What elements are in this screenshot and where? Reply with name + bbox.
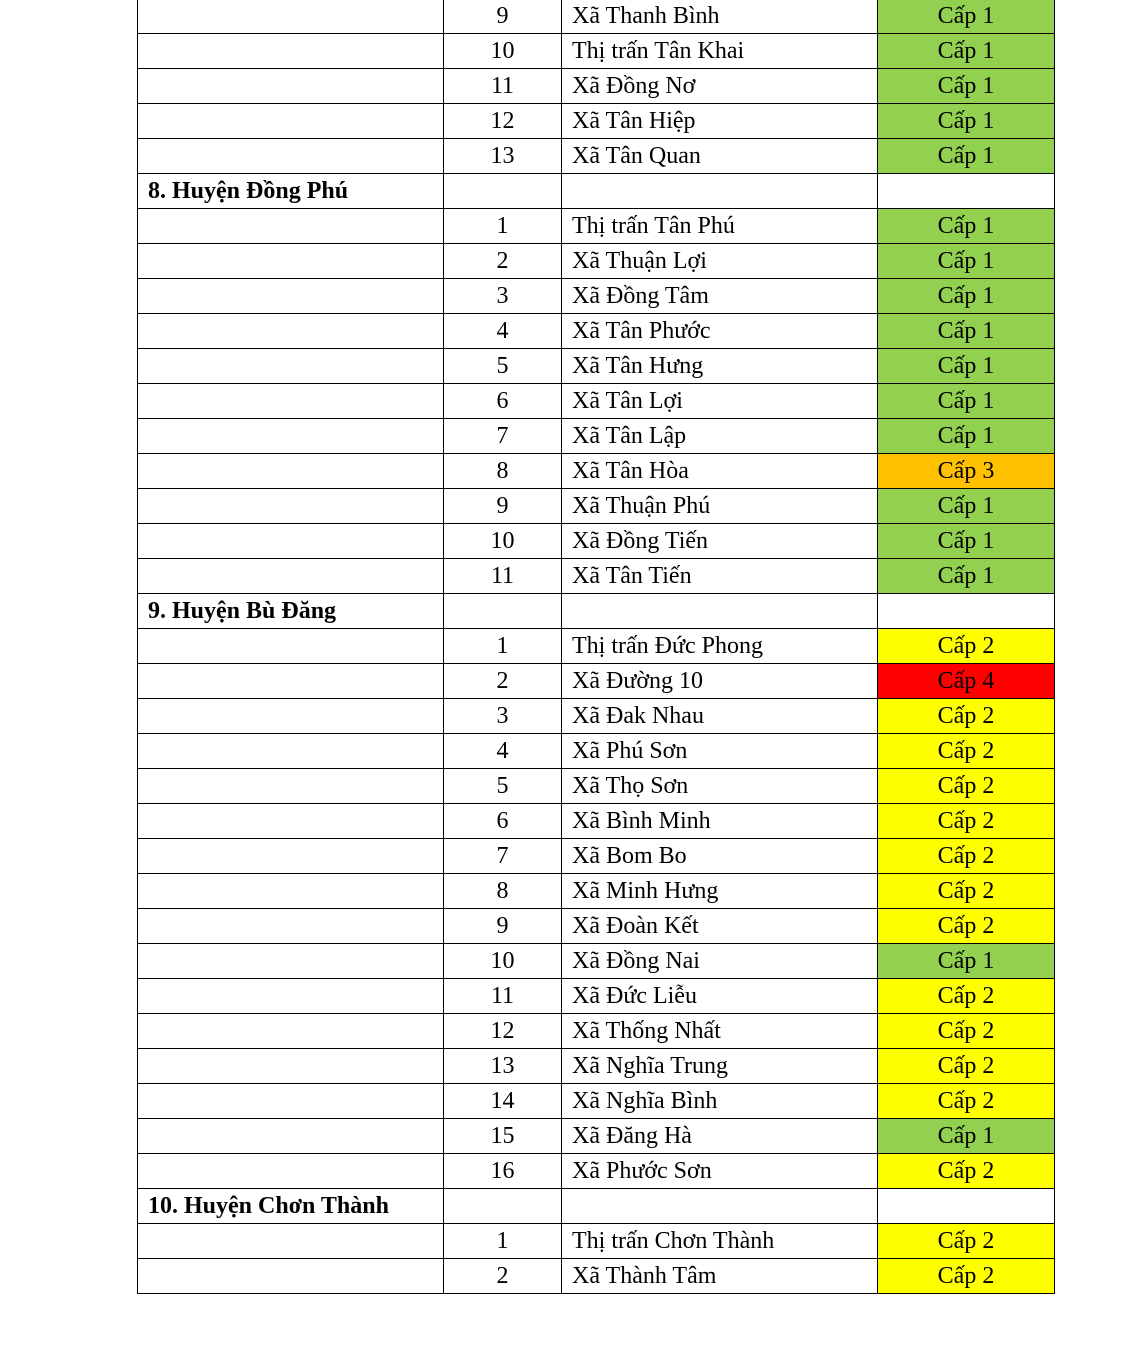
row-number: 14 (444, 1084, 562, 1119)
risk-level-badge: Cấp 1 (878, 244, 1055, 279)
empty-cell (138, 874, 444, 909)
empty-cell (878, 1189, 1055, 1224)
commune-name: Xã Phú Sơn (562, 734, 878, 769)
row-number: 8 (444, 874, 562, 909)
commune-name: Thị trấn Chơn Thành (562, 1224, 878, 1259)
risk-level-badge: Cấp 2 (878, 979, 1055, 1014)
risk-level-badge: Cấp 1 (878, 0, 1055, 34)
risk-level-badge: Cấp 1 (878, 944, 1055, 979)
empty-cell (138, 1259, 444, 1294)
row-number: 2 (444, 1259, 562, 1294)
commune-name: Xã Thành Tâm (562, 1259, 878, 1294)
table-row (138, 804, 1055, 839)
risk-level-badge: Cấp 2 (878, 1084, 1055, 1119)
commune-name: Thị trấn Tân Khai (562, 34, 878, 69)
empty-cell (138, 1119, 444, 1154)
risk-level-badge: Cấp 2 (878, 804, 1055, 839)
table-row (138, 1119, 1055, 1154)
row-number: 7 (444, 839, 562, 874)
risk-level-badge: Cấp 1 (878, 69, 1055, 104)
table-row (138, 559, 1055, 594)
empty-cell (138, 629, 444, 664)
row-number: 1 (444, 209, 562, 244)
risk-level-badge: Cấp 1 (878, 349, 1055, 384)
empty-cell (138, 34, 444, 69)
table-row (138, 839, 1055, 874)
risk-level-badge: Cấp 1 (878, 279, 1055, 314)
row-number: 13 (444, 1049, 562, 1084)
risk-level-badge: Cấp 1 (878, 559, 1055, 594)
empty-cell (562, 174, 878, 209)
empty-cell (138, 769, 444, 804)
row-number: 6 (444, 384, 562, 419)
row-number: 9 (444, 909, 562, 944)
commune-name: Xã Đồng Tiến (562, 524, 878, 559)
risk-level-table (137, 0, 1055, 1294)
row-number: 1 (444, 1224, 562, 1259)
commune-name: Xã Bom Bo (562, 839, 878, 874)
commune-name: Xã Đường 10 (562, 664, 878, 699)
empty-cell (444, 1189, 562, 1224)
district-title: 8. Huyện Đồng Phú (138, 174, 444, 209)
empty-cell (138, 839, 444, 874)
row-number: 16 (444, 1154, 562, 1189)
commune-name: Xã Tân Hưng (562, 349, 878, 384)
risk-level-badge: Cấp 2 (878, 1259, 1055, 1294)
row-number: 11 (444, 559, 562, 594)
commune-name: Xã Tân Hiệp (562, 104, 878, 139)
row-number: 11 (444, 69, 562, 104)
empty-cell (138, 979, 444, 1014)
table-row (138, 279, 1055, 314)
risk-level-badge: Cấp 2 (878, 769, 1055, 804)
empty-cell (444, 174, 562, 209)
row-number: 13 (444, 139, 562, 174)
row-number: 12 (444, 1014, 562, 1049)
empty-cell (138, 139, 444, 174)
risk-level-badge: Cấp 1 (878, 489, 1055, 524)
commune-name: Xã Đồng Nai (562, 944, 878, 979)
empty-cell (562, 594, 878, 629)
commune-name: Xã Bình Minh (562, 804, 878, 839)
empty-cell (138, 1224, 444, 1259)
district-title: 9. Huyện Bù Đăng (138, 594, 444, 629)
table-row (138, 944, 1055, 979)
commune-name: Xã Tân Quan (562, 139, 878, 174)
commune-name: Xã Phước Sơn (562, 1154, 878, 1189)
table-row (138, 139, 1055, 174)
table-row (138, 244, 1055, 279)
risk-level-badge: Cấp 4 (878, 664, 1055, 699)
row-number: 5 (444, 349, 562, 384)
row-number: 15 (444, 1119, 562, 1154)
commune-name: Thị trấn Đức Phong (562, 629, 878, 664)
empty-cell (138, 419, 444, 454)
table-row (138, 454, 1055, 489)
row-number: 5 (444, 769, 562, 804)
risk-level-badge: Cấp 1 (878, 209, 1055, 244)
empty-cell (138, 734, 444, 769)
district-header-row (138, 174, 1055, 209)
commune-name: Xã Nghĩa Trung (562, 1049, 878, 1084)
table-row (138, 104, 1055, 139)
empty-cell (562, 1189, 878, 1224)
empty-cell (138, 944, 444, 979)
empty-cell (138, 69, 444, 104)
district-header-row (138, 594, 1055, 629)
empty-cell (138, 384, 444, 419)
table-row (138, 699, 1055, 734)
risk-level-badge: Cấp 2 (878, 1224, 1055, 1259)
row-number: 10 (444, 34, 562, 69)
table-row (138, 209, 1055, 244)
commune-name: Xã Thuận Lợi (562, 244, 878, 279)
empty-cell (138, 244, 444, 279)
table-row (138, 1224, 1055, 1259)
row-number: 9 (444, 0, 562, 34)
empty-cell (138, 909, 444, 944)
row-number: 6 (444, 804, 562, 839)
row-number: 12 (444, 104, 562, 139)
table-row (138, 874, 1055, 909)
table-row (138, 34, 1055, 69)
commune-name: Xã Nghĩa Bình (562, 1084, 878, 1119)
table-row (138, 1049, 1055, 1084)
empty-cell (138, 559, 444, 594)
empty-cell (138, 804, 444, 839)
commune-name: Xã Tân Hòa (562, 454, 878, 489)
commune-name: Xã Đoàn Kết (562, 909, 878, 944)
table-row (138, 909, 1055, 944)
empty-cell (138, 1049, 444, 1084)
commune-name: Thị trấn Tân Phú (562, 209, 878, 244)
commune-name: Xã Đak Nhau (562, 699, 878, 734)
row-number: 2 (444, 244, 562, 279)
table-row (138, 69, 1055, 104)
table-row (138, 769, 1055, 804)
risk-level-badge: Cấp 2 (878, 1014, 1055, 1049)
commune-name: Xã Đăng Hà (562, 1119, 878, 1154)
table-row (138, 0, 1055, 34)
empty-cell (138, 314, 444, 349)
row-number: 10 (444, 524, 562, 559)
empty-cell (138, 0, 444, 34)
row-number: 8 (444, 454, 562, 489)
row-number: 3 (444, 699, 562, 734)
commune-name: Xã Tân Lập (562, 419, 878, 454)
risk-level-badge: Cấp 2 (878, 839, 1055, 874)
risk-level-badge: Cấp 2 (878, 1154, 1055, 1189)
empty-cell (138, 349, 444, 384)
risk-level-badge: Cấp 2 (878, 734, 1055, 769)
row-number: 11 (444, 979, 562, 1014)
row-number: 10 (444, 944, 562, 979)
table-row (138, 1014, 1055, 1049)
row-number: 4 (444, 734, 562, 769)
risk-level-badge: Cấp 1 (878, 419, 1055, 454)
commune-name: Xã Tân Lợi (562, 384, 878, 419)
risk-level-badge: Cấp 1 (878, 1119, 1055, 1154)
empty-cell (138, 524, 444, 559)
risk-level-badge: Cấp 1 (878, 384, 1055, 419)
empty-cell (138, 1084, 444, 1119)
empty-cell (878, 174, 1055, 209)
table-row (138, 1259, 1055, 1294)
risk-level-badge: Cấp 2 (878, 1049, 1055, 1084)
risk-level-badge: Cấp 1 (878, 314, 1055, 349)
empty-cell (444, 594, 562, 629)
risk-level-badge: Cấp 1 (878, 524, 1055, 559)
empty-cell (138, 489, 444, 524)
table-row (138, 1084, 1055, 1119)
risk-level-badge: Cấp 2 (878, 909, 1055, 944)
commune-name: Xã Tân Tiến (562, 559, 878, 594)
table-body (138, 0, 1055, 1294)
commune-name: Xã Thuận Phú (562, 489, 878, 524)
empty-cell (138, 279, 444, 314)
table-row (138, 734, 1055, 769)
empty-cell (138, 664, 444, 699)
table-row (138, 524, 1055, 559)
empty-cell (138, 454, 444, 489)
table-row (138, 314, 1055, 349)
row-number: 1 (444, 629, 562, 664)
row-number: 9 (444, 489, 562, 524)
row-number: 3 (444, 279, 562, 314)
risk-level-badge: Cấp 2 (878, 874, 1055, 909)
table-row (138, 349, 1055, 384)
table-row (138, 384, 1055, 419)
risk-level-badge: Cấp 1 (878, 34, 1055, 69)
empty-cell (138, 1154, 444, 1189)
risk-level-badge: Cấp 2 (878, 629, 1055, 664)
district-title: 10. Huyện Chơn Thành (138, 1189, 444, 1224)
empty-cell (878, 594, 1055, 629)
table-row (138, 664, 1055, 699)
commune-name: Xã Đức Liễu (562, 979, 878, 1014)
commune-name: Xã Thọ Sơn (562, 769, 878, 804)
table-row (138, 979, 1055, 1014)
commune-name: Xã Thanh Bình (562, 0, 878, 34)
table-row (138, 1154, 1055, 1189)
commune-name: Xã Tân Phước (562, 314, 878, 349)
row-number: 2 (444, 664, 562, 699)
row-number: 7 (444, 419, 562, 454)
commune-name: Xã Thống Nhất (562, 1014, 878, 1049)
risk-level-badge: Cấp 2 (878, 699, 1055, 734)
empty-cell (138, 699, 444, 734)
commune-name: Xã Đồng Tâm (562, 279, 878, 314)
commune-name: Xã Đồng Nơ (562, 69, 878, 104)
empty-cell (138, 104, 444, 139)
empty-cell (138, 1014, 444, 1049)
risk-level-badge: Cấp 1 (878, 139, 1055, 174)
commune-name: Xã Minh Hưng (562, 874, 878, 909)
empty-cell (138, 209, 444, 244)
risk-level-badge: Cấp 3 (878, 454, 1055, 489)
table-row (138, 629, 1055, 664)
table-row (138, 489, 1055, 524)
district-header-row (138, 1189, 1055, 1224)
risk-level-badge: Cấp 1 (878, 104, 1055, 139)
row-number: 4 (444, 314, 562, 349)
table-row (138, 419, 1055, 454)
